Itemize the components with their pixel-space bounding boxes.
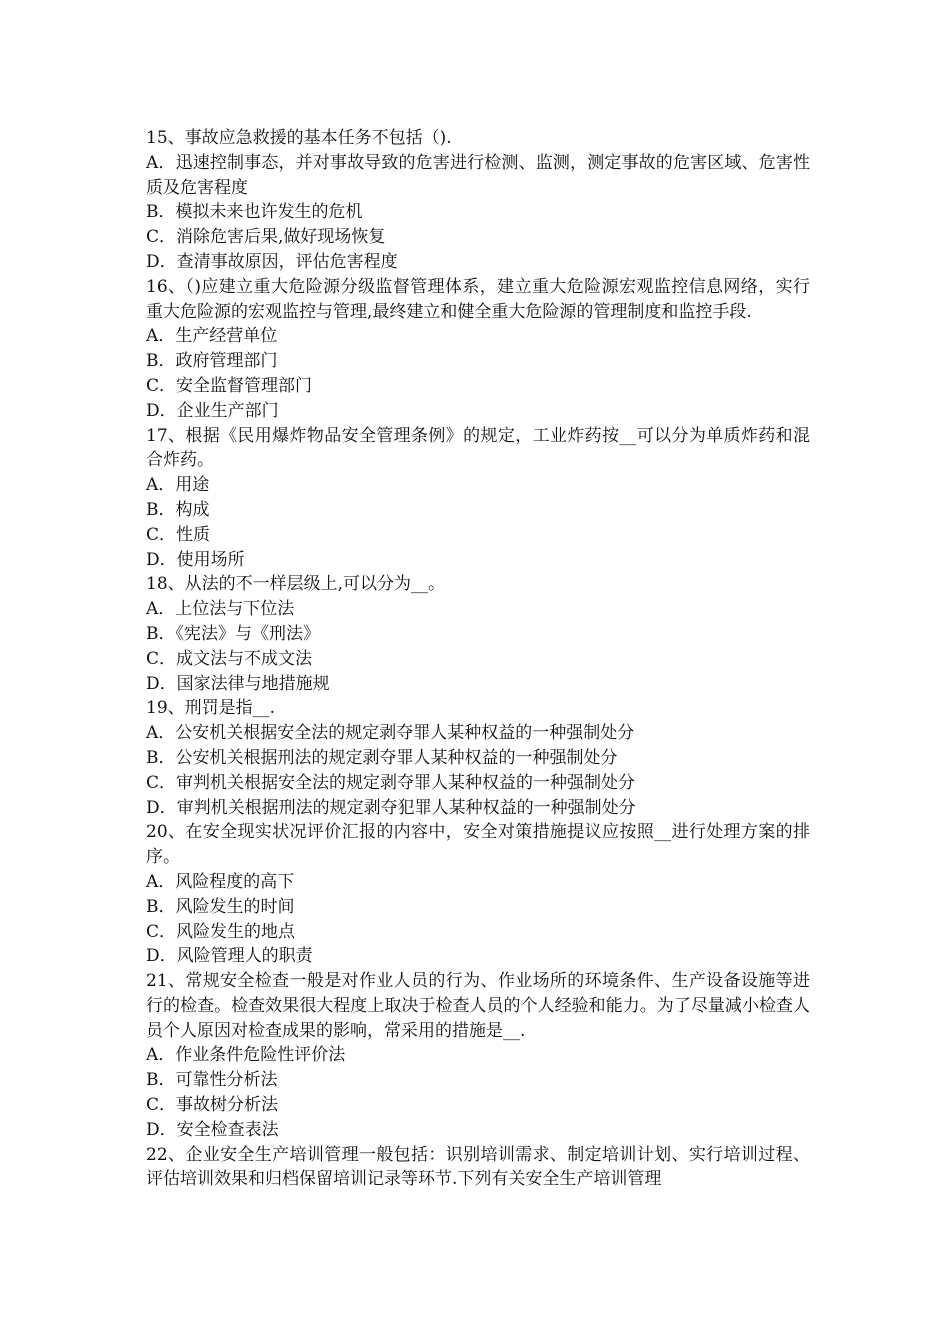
option-b: B．政府管理部门 [146, 351, 278, 372]
option-d: D．企业生产部门 [146, 400, 279, 421]
option-d: D．风险管理人的职责 [146, 946, 313, 967]
option-c: C．消除危害后果,做好现场恢复 [146, 227, 386, 248]
option-d: D．国家法律与地措施规 [146, 673, 330, 694]
question-17 [146, 424, 810, 573]
option-a: A．用途 [146, 475, 210, 496]
option-d: D．查清事故原因，评估危害程度 [146, 251, 398, 272]
option-a: A．生产经营单位 [146, 326, 278, 347]
question-20 [146, 820, 810, 969]
question-stem: 21、常规安全检查一般是对作业人员的行为、作业场所的环境条件、生产设备设施等进行的检查。检查效果很大程度上取决于检查人员的个人经验和能力。为了尽量减小检查人员个人原因对检查成果的影响，常采用的措施是__. [146, 971, 810, 1041]
option-d: D．使用场所 [146, 549, 245, 570]
option-b: B．构成 [146, 499, 210, 520]
question-21 [146, 969, 810, 1143]
option-b: B．公安机关根据刑法的规定剥夺罪人某种权益的一种强制处分 [146, 747, 618, 768]
question-18 [146, 572, 810, 696]
option-c: C．安全监督管理部门 [146, 375, 313, 396]
option-c: C．风险发生的地点 [146, 921, 296, 942]
option-c: C．事故树分析法 [146, 1095, 279, 1116]
question-stem: 19、刑罚是指__. [146, 698, 276, 719]
option-b: B．风险发生的时间 [146, 896, 295, 917]
option-d: D．审判机关根据刑法的规定剥夺犯罪人某种权益的一种强制处分 [146, 797, 636, 818]
option-c: C．审判机关根据安全法的规定剥夺罪人某种权益的一种强制处分 [146, 772, 636, 793]
option-a: A．上位法与下位法 [146, 599, 295, 620]
question-list [146, 126, 810, 1192]
option-a: A．作业条件危险性评价法 [146, 1045, 346, 1066]
question-stem: 22、企业安全生产培训管理一般包括：识别培训需求、制定培训计划、实行培训过程、评估培训效果和归档保留培训记录等环节.下列有关安全生产培训管理 [146, 1144, 810, 1190]
question-22 [146, 1143, 810, 1193]
question-15 [146, 126, 810, 275]
option-b: B．模拟未来也许发生的危机 [146, 202, 363, 223]
option-a: A．迅速控制事态，并对事故导致的危害进行检测、监测，测定事故的危害区域、危害性质及危害程度 [146, 152, 810, 198]
question-stem: 18、从法的不一样层级上,可以分为__。 [146, 574, 446, 595]
question-stem: 17、根据《民用爆炸物品安全管理条例》的规定，工业炸药按__可以分为单质炸药和混合炸药。 [146, 425, 810, 471]
option-d: D．安全检查表法 [146, 1119, 279, 1140]
question-stem: 20、在安全现实状况评价汇报的内容中，安全对策措施提议应按照__进行处理方案的排序。 [146, 822, 810, 868]
option-c: C．性质 [146, 524, 211, 545]
option-a: A．风险程度的高下 [146, 871, 295, 892]
option-a: A．公安机关根据安全法的规定剥夺罪人某种权益的一种强制处分 [146, 723, 635, 744]
question-stem: 15、事故应急救援的基本任务不包括（). [146, 128, 452, 148]
question-19 [146, 696, 810, 820]
option-b: B．《宪法》与《刑法》 [146, 623, 320, 644]
question-16 [146, 275, 810, 424]
question-stem: 16、（)应建立重大危险源分级监督管理体系，建立重大危险源宏观监控信息网络，实行重大危险源的宏观监控与管理,最终建立和健全重大危险源的管理制度和监控手段. [146, 276, 810, 322]
option-c: C．成文法与不成文法 [146, 648, 313, 669]
option-b: B．可靠性分析法 [146, 1070, 278, 1091]
